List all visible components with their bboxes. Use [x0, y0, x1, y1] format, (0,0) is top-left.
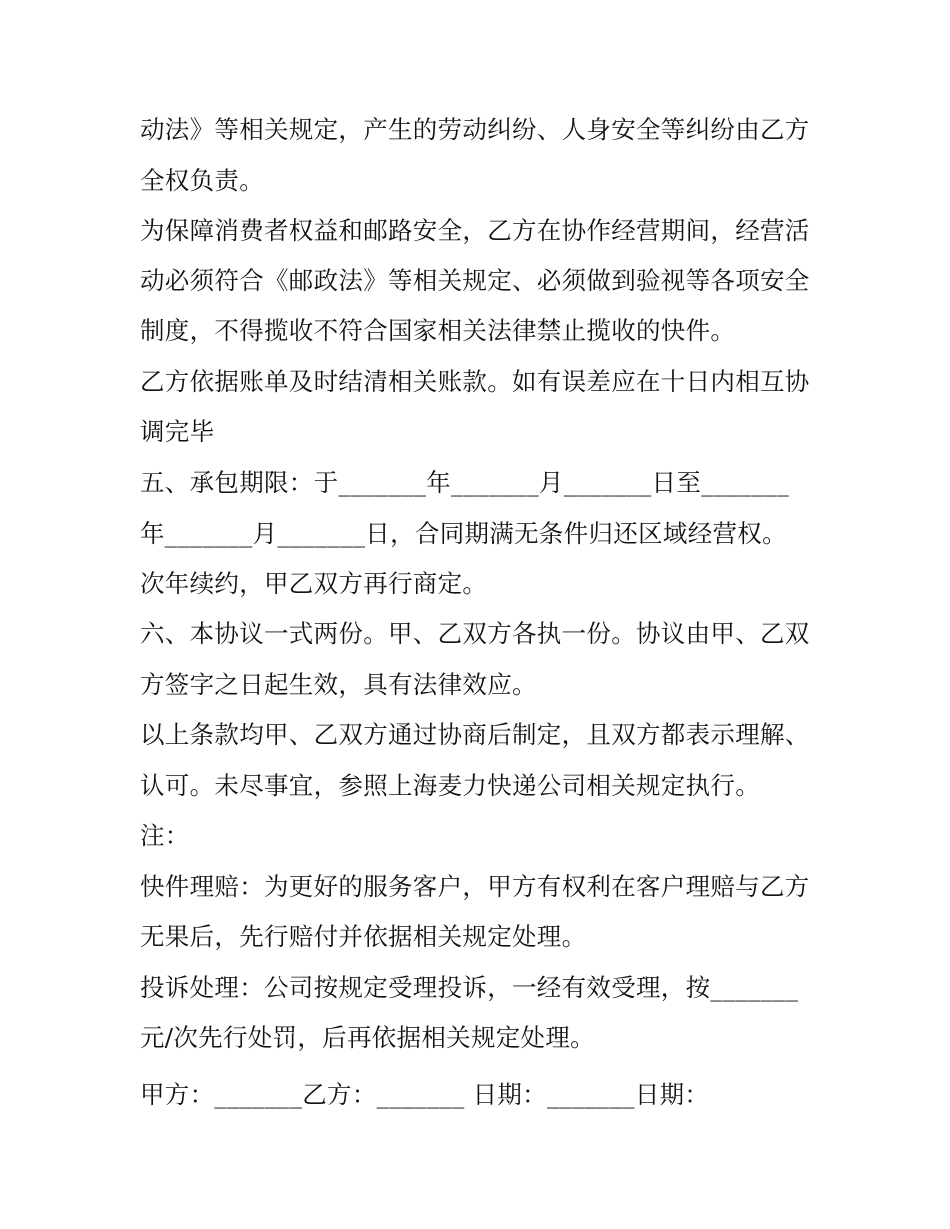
- note-heading: 注：: [140, 821, 190, 850]
- text-line: 为保障消费者权益和邮路安全，乙方在协作经营期间，经营活: [140, 216, 810, 245]
- text-line: 调完毕: [140, 417, 215, 446]
- text-line: 乙方依据账单及时结清相关账款。如有误差应在十日内相互协: [140, 367, 810, 396]
- text-line: 动必须符合《邮政法》等相关规定、必须做到验视等各项安全: [140, 266, 810, 295]
- contract-term-line: 年_______月_______日，合同期满无条件归还区域经营权。: [140, 519, 787, 548]
- text-line: 以上条款均甲、乙双方通过协商后制定，且双方都表示理解、: [140, 720, 810, 749]
- text-line: 制度，不得揽收不符合国家相关法律禁止揽收的快件。: [140, 316, 736, 345]
- text-line: 认可。未尽事宜，参照上海麦力快递公司相关规定执行。: [140, 771, 760, 800]
- text-line: 元/次先行处罚，后再依据相关规定处理。: [140, 1023, 595, 1052]
- text-line: 方签字之日起生效，具有法律效应。: [140, 670, 537, 699]
- text-line: 动法》等相关规定，产生的劳动纠纷、人身安全等纠纷由乙方: [140, 115, 810, 144]
- text-line: 次年续约，甲乙双方再行商定。: [140, 569, 488, 598]
- text-line: 六、本协议一式两份。甲、乙双方各执一份。协议由甲、乙双: [140, 619, 810, 648]
- text-line: 全权负责。: [140, 166, 264, 195]
- contract-term-line: 五、承包期限：于_______年_______月_______日至_______: [140, 468, 789, 497]
- text-line: 投诉处理：公司按规定受理投诉，一经有效受理，按_______: [140, 973, 799, 1002]
- signature-line: 甲方：_______乙方：_______ 日期：_______日期：: [140, 1080, 710, 1109]
- text-line: 快件理赔：为更好的服务客户，甲方有权利在客户理赔与乙方: [140, 872, 810, 901]
- text-line: 无果后，先行赔付并依据相关规定处理。: [140, 922, 587, 951]
